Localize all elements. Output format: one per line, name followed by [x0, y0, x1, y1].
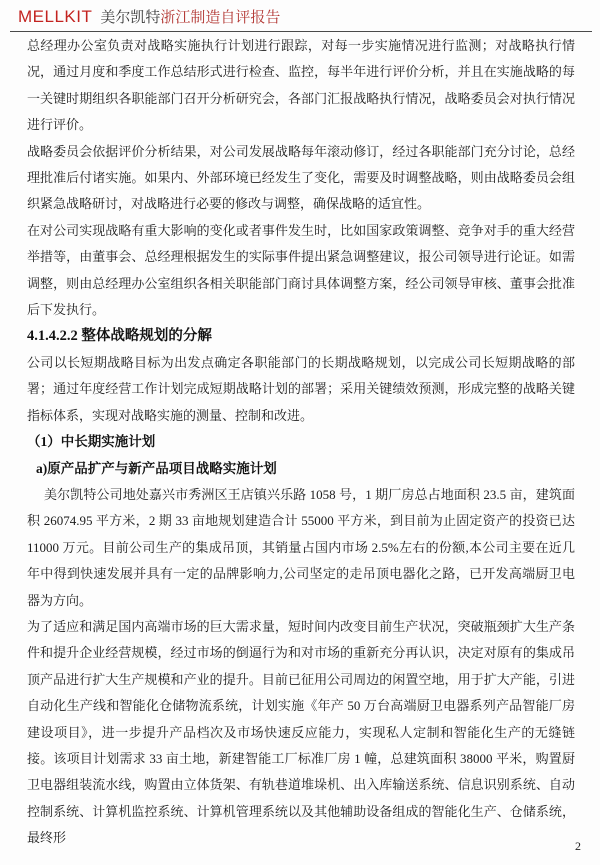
- subheading-mid-long-term-plan: （1）中长期实施计划: [27, 434, 156, 450]
- page-number: 2: [575, 839, 581, 853]
- subheading-product-expansion-plan: a)原产品扩产与新产品项目战略实施计划: [36, 460, 277, 476]
- document-title: 浙江制造自评报告: [160, 10, 281, 26]
- document-body: [27, 33, 575, 852]
- paragraph-strategy-revision: 战略委员会依据评价分析结果，对公司发展战略每年滚动修订，经过各职能部门充分讨论，总经理批准后付诸实施。如果内、外部环境已经发生了变化，需要及时调整战略，则由战略委员会组织紧急战略研讨，对战略进行必要的修改与调整，确保战略的适宜性。: [27, 143, 575, 212]
- paragraph-expansion-project: 为了适应和满足国内高端市场的巨大需求量，短时间内改变目前生产状况，突破瓶颈扩大生产条件和提升企业经营规模，经过市场的倒逼行为和对市场的重新充分再认识，决定对原有的集成吊顶产品进行扩大生产规模和产业的提升。目前已征用公司周边的闲置空地，用于扩大产能，引进自动化生产线和智能化仓储物流系统，计划实施《年产 50 万台高端厨卫电器系列产品智能厂房建设项目》，进一步提升产品档次及市场快速反应能力，实现私人定制和智能化生产的无缝链接。该项目计划需求 33 亩土地，新建智能工厂标准厂房 1 幢，总建筑面积 38000 平米，购置厨卫电器组装流水线，购置由立体货架、有轨巷道堆垛机、出入库输送系统、信息识别系统、自动控制系统、计算机监控系统、计算机管理系统以及其他辅助设备组成的智能化生产、仓储系统，最终形: [27, 618, 575, 846]
- header-divider: [10, 31, 592, 32]
- brand-logo-text: MELLKIT: [18, 7, 93, 26]
- brand-name-chinese: 美尔凯特: [100, 10, 161, 26]
- page-header: [18, 6, 588, 27]
- paragraph-strategy-tracking: 总经理办公室负责对战略实施执行计划进行跟踪，对每一步实施情况进行监测；对战略执行情况，通过月度和季度工作总结形式进行检查、监控，每半年进行评价分析，并且在实施战略的每一关键时期组织各职能部门召开分析研究会，各部门汇报战略执行情况，战略委员会对执行情况进行评价。: [27, 38, 575, 133]
- paragraph-emergency-adjustment: 在对公司实现战略有重大影响的变化或者事件发生时，比如国家政策调整、竞争对手的重大经营举措等，由董事会、总经理根据发生的实际事件提出紧急调整建议，报公司领导进行论证。如需调整，则由总经理办公室组织各相关职能部门商讨具体调整方案，经公司领导审核、董事会批准后下发执行。: [27, 222, 575, 318]
- section-heading: 4.1.4.2.2 整体战略规划的分解: [27, 328, 212, 345]
- paragraph-strategy-breakdown: 公司以长短期战略目标为出发点确定各职能部门的长期战略规划，以完成公司长短期战略的部署；通过年度经营工作计划完成短期战略计划的部署；采用关键绩效预测，形成完整的战略关键指标体系，实现对战略实施的测量、控制和改进。: [27, 354, 575, 423]
- paragraph-company-location: 美尔凯特公司地处嘉兴市秀洲区王店镇兴乐路 1058 号，1 期厂房总占地面积 23.5 亩，建筑面积 26074.95 平方米，2 期 33 亩地规划建造合计 55000 平方米，到目前为止固定资产的投资已达 11000 万元。目前公司生产的集成吊顶，其销量占国内市场 2.5%左右的份额,本公司主要在近几年中得到快速发展并具有一定的品牌影响力,公司坚定的走吊顶电器化之路，已开发高端厨卫电器为方向。: [27, 486, 575, 608]
